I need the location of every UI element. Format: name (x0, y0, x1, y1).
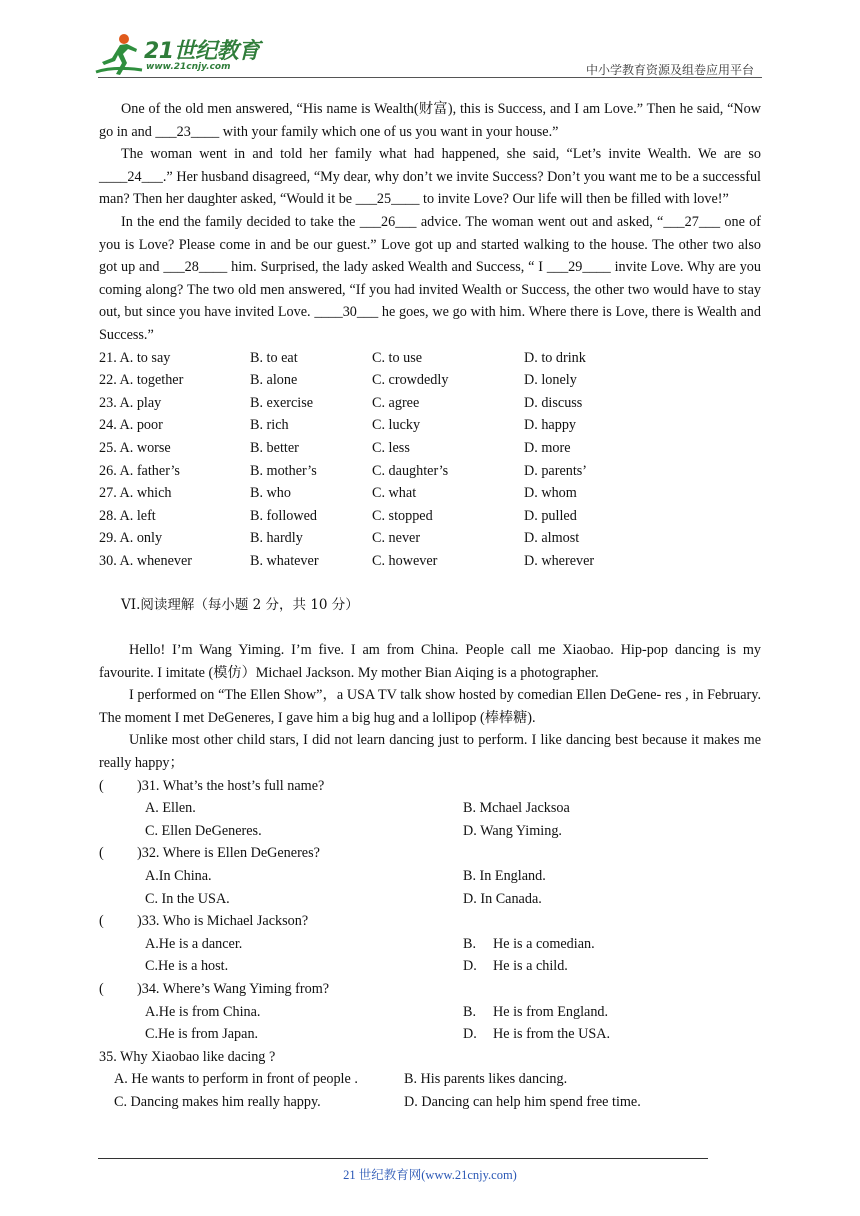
answer-paren: ( (99, 845, 104, 862)
passage-paragraph: In the end the family decided to take the ___26___ advice. The woman went out and asked, “___27___ one of you is Love? Please come in and be our guest.” Love got up and started walking to the house. The other two also got up and ___28____ him. Surprised, the lady asked Wealth and Success, “ I ___29____ invite Love. Why are you coming along? The two old men answered, “If you had invited Wealth or Success, the other two would have to stay out, but since you have invited Love. ____30___ he goes, we go with him. Where there is Love, there is Wealth and Success.” (99, 213, 761, 343)
choice: D. Dancing can help him spend free time. (404, 1093, 641, 1110)
option: B. hardly (250, 530, 303, 547)
answer-row (99, 888, 761, 911)
choice: C.He is from Japan. (145, 1026, 259, 1043)
option: D. whom (524, 485, 577, 502)
answer-paren: ( (99, 913, 104, 930)
option: 21. A. to say (99, 349, 171, 366)
option: 26. A. father’s (99, 462, 180, 479)
choice-letter: B. (463, 935, 477, 952)
option: C. agree (372, 394, 420, 411)
option: C. crowdedly (372, 372, 449, 389)
option-row (99, 369, 761, 392)
answer-row (99, 1023, 761, 1046)
choice-letter: B. (463, 1003, 477, 1020)
option: B. mother’s (250, 462, 317, 479)
header-platform-text: 中小学教育资源及组卷应用平台 (585, 63, 754, 77)
page-footer: 21 世纪教育网(www.21cnjy.com) (343, 1168, 517, 1182)
option: C. lucky (372, 417, 421, 434)
answer-paren: ( (99, 980, 104, 997)
option: B. followed (250, 507, 317, 524)
choice: He is a child. (493, 958, 568, 975)
passage-paragraph: The woman went in and told her family what had happened, she said, “Let’s invite Wealth. We are so ____24___.” Her husband disagreed, “My dear, why don’t we invite Success? Don’t you want me to be a successful man? Then her daughter asked, “Would it be ___25____ to invite Love? Our life will then be filled with love!” (99, 146, 761, 208)
choice: C. In the USA. (145, 890, 230, 907)
answer-row (99, 955, 761, 978)
question-text: )32. Where is Ellen DeGeneres? (137, 845, 320, 862)
reading-paragraph: Unlike most other child stars, I did not learn dancing just to perform. I like dancing best because it makes me really happy； (99, 732, 761, 772)
question-line (99, 775, 761, 798)
option-row (99, 527, 761, 550)
reading-paragraph: I performed on “The Ellen Show”，a USA TV talk show hosted by comedian Ellen DeGene- res , in February. The moment I met DeGeneres, I gave him a big hug and a lollipop (棒棒糖). (99, 687, 761, 726)
answer-row (99, 820, 761, 843)
page-header (0, 0, 860, 80)
option: 29. A. only (99, 530, 163, 547)
question-text: )34. Where’s Wang Yiming from? (137, 980, 330, 997)
option: C. to use (372, 349, 423, 366)
question-text: 35. Why Xiaobao like dacing ? (99, 1048, 276, 1065)
option: D. happy (524, 417, 577, 434)
cloze-options (99, 347, 761, 573)
option: 23. A. play (99, 394, 162, 411)
choice: He is from the USA. (493, 1026, 611, 1043)
passage-paragraph: One of the old men answered, “His name is Wealth(财富), this is Success, and I am Love.” Then he said, “Now go in and ___23____ with your family which one of us you want in your house.” (99, 101, 761, 140)
option: C. stopped (372, 507, 433, 524)
choice: D. Wang Yiming. (463, 822, 562, 839)
choice-letter: D. (463, 1026, 477, 1043)
document-body (99, 98, 761, 1114)
option: 27. A. which (99, 485, 172, 502)
option-row (99, 505, 761, 528)
answer-row (99, 1091, 761, 1114)
choice-letter: D. (463, 958, 477, 975)
choice: C. Dancing makes him really happy. (114, 1093, 321, 1110)
question-line (99, 978, 761, 1001)
option: 25. A. worse (99, 439, 171, 456)
choice: D. In Canada. (463, 890, 542, 907)
option-row (99, 414, 761, 437)
logo-url: www.21cnjy.com (146, 62, 231, 72)
answer-row (99, 1001, 761, 1024)
choice: A. Ellen. (145, 800, 196, 817)
choice: He is a comedian. (493, 935, 595, 952)
answer-paren: ( (99, 777, 104, 794)
choice: C.He is a host. (145, 958, 229, 975)
choice: B. In England. (463, 868, 546, 884)
option: 24. A. poor (99, 417, 163, 434)
option: D. more (524, 439, 571, 456)
answer-row (99, 1068, 761, 1091)
question-line (99, 842, 761, 865)
option: D. wherever (524, 552, 595, 569)
answer-row (99, 933, 761, 956)
question-35 (99, 1046, 761, 1114)
option: C. however (372, 552, 438, 569)
option: 22. A. together (99, 372, 184, 389)
option: D. discuss (524, 394, 583, 411)
option-row (99, 437, 761, 460)
option-row (99, 460, 761, 483)
option: B. whatever (250, 552, 319, 569)
option: D. pulled (524, 507, 577, 524)
option: B. exercise (250, 394, 314, 411)
runner-logo-icon (94, 32, 144, 78)
choice: A.He is from China. (145, 1003, 261, 1020)
logo-text: 21世纪教育 (144, 39, 260, 64)
choice: He is from England. (493, 1003, 609, 1020)
question-32 (99, 842, 761, 910)
option: C. daughter’s (372, 462, 449, 479)
option-row (99, 482, 761, 505)
footer-divider (98, 1158, 708, 1159)
option: C. less (372, 439, 410, 456)
option: B. who (250, 485, 291, 502)
option-row (99, 550, 761, 573)
option: C. what (372, 485, 417, 502)
question-31 (99, 775, 761, 843)
option: C. never (372, 530, 421, 547)
header-divider (98, 77, 762, 78)
option: D. to drink (524, 349, 586, 366)
choice: A. He wants to perform in front of people . (114, 1071, 358, 1088)
reading-paragraph: Hello! I’m Wang Yiming. I’m five. I am from China. People call me Xiaobao. Hip-pop dancing is my favourite. I imitate (模仿）Michael Jackson. My mother Bian Aiqing is a photographer. (99, 642, 761, 681)
question-33 (99, 910, 761, 978)
option: B. rich (250, 417, 289, 434)
option-row (99, 347, 761, 370)
site-logo (94, 32, 264, 78)
choice: A.In China. (145, 868, 212, 884)
option: B. to eat (250, 349, 298, 366)
choice: C. Ellen DeGeneres. (145, 822, 262, 839)
option-row (99, 392, 761, 415)
option: B. better (250, 439, 299, 456)
question-line (99, 910, 761, 933)
question-text: )31. What’s the host’s full name? (137, 777, 325, 794)
option: D. parents’ (524, 462, 588, 479)
option: B. alone (250, 372, 298, 389)
answer-row (99, 797, 761, 820)
option: 30. A. whenever (99, 552, 192, 569)
choice: B. Mchael Jacksoa (463, 800, 570, 817)
option: D. lonely (524, 372, 577, 389)
question-text: )33. Who is Michael Jackson? (137, 913, 309, 930)
section-title: VI.阅读理解（每小题 2 分，共 10 分） (121, 597, 359, 614)
spacer (99, 617, 761, 639)
choice: A.He is a dancer. (145, 935, 243, 952)
option: 28. A. left (99, 507, 156, 524)
answer-row (99, 865, 761, 888)
option: D. almost (524, 530, 580, 547)
question-34 (99, 978, 761, 1046)
choice: B. His parents likes dancing. (404, 1071, 568, 1088)
